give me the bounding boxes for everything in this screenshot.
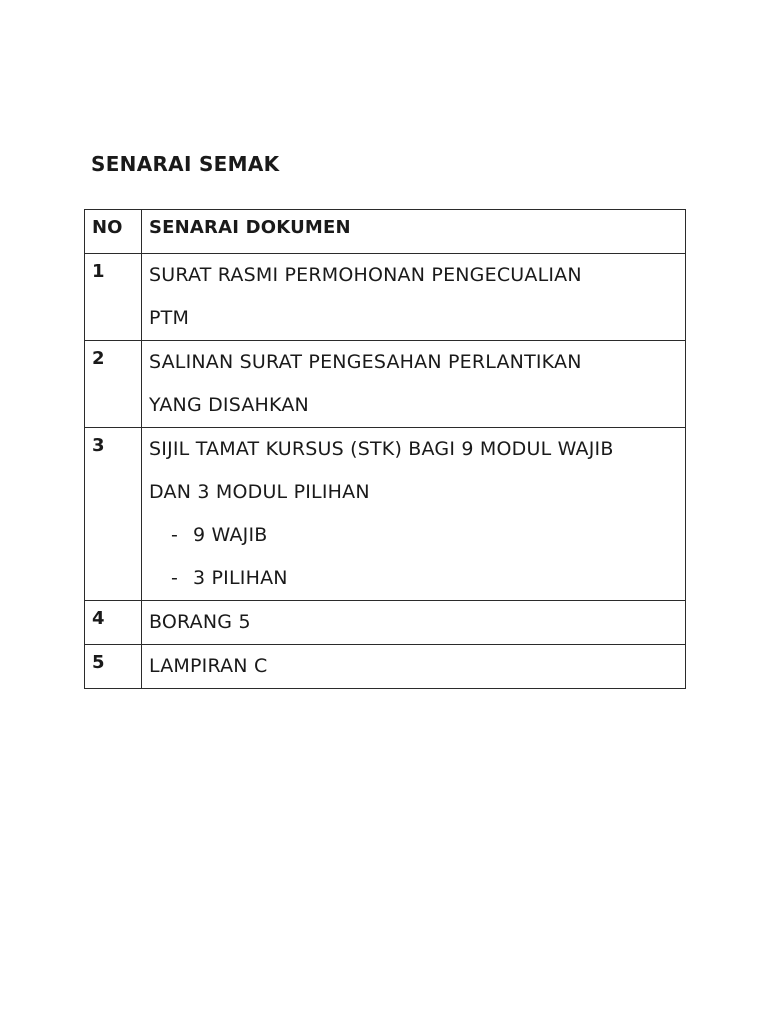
row-document [142, 341, 686, 428]
header-no: NO [85, 210, 142, 254]
row-number: 2 [85, 341, 142, 428]
row-number: 1 [85, 254, 142, 341]
checklist-table [84, 209, 686, 689]
sublist-item-text: 3 PILIHAN [193, 567, 288, 589]
table-row [85, 428, 686, 601]
row-document [142, 254, 686, 341]
document-line: SALINAN SURAT PENGESAHAN PERLANTIKAN [149, 351, 582, 373]
header-document: SENARAI DOKUMEN [142, 210, 686, 254]
table-row [85, 645, 686, 689]
sublist-item [149, 557, 679, 600]
row-document [142, 428, 686, 601]
table-row [85, 254, 686, 341]
document-line: LAMPIRAN C [149, 655, 268, 677]
table-row [85, 341, 686, 428]
document-title: SENARAI SEMAK [91, 152, 280, 176]
dash-bullet: - [171, 567, 179, 589]
row-number: 3 [85, 428, 142, 601]
module-sublist [149, 514, 679, 600]
table-row [85, 601, 686, 645]
row-document [142, 601, 686, 645]
row-number: 4 [85, 601, 142, 645]
document-line: DAN 3 MODUL PILIHAN [149, 481, 370, 503]
document-line: SURAT RASMI PERMOHONAN PENGECUALIAN [149, 264, 582, 286]
sublist-item [149, 514, 679, 557]
document-line: SIJIL TAMAT KURSUS (STK) BAGI 9 MODUL WAJIB [149, 438, 614, 460]
document-line: PTM [149, 307, 190, 329]
dash-bullet: - [171, 524, 179, 546]
row-number: 5 [85, 645, 142, 689]
table-header-row [85, 210, 686, 254]
document-line: BORANG 5 [149, 611, 251, 633]
row-document [142, 645, 686, 689]
document-line: YANG DISAHKAN [149, 394, 309, 416]
sublist-item-text: 9 WAJIB [193, 524, 268, 546]
